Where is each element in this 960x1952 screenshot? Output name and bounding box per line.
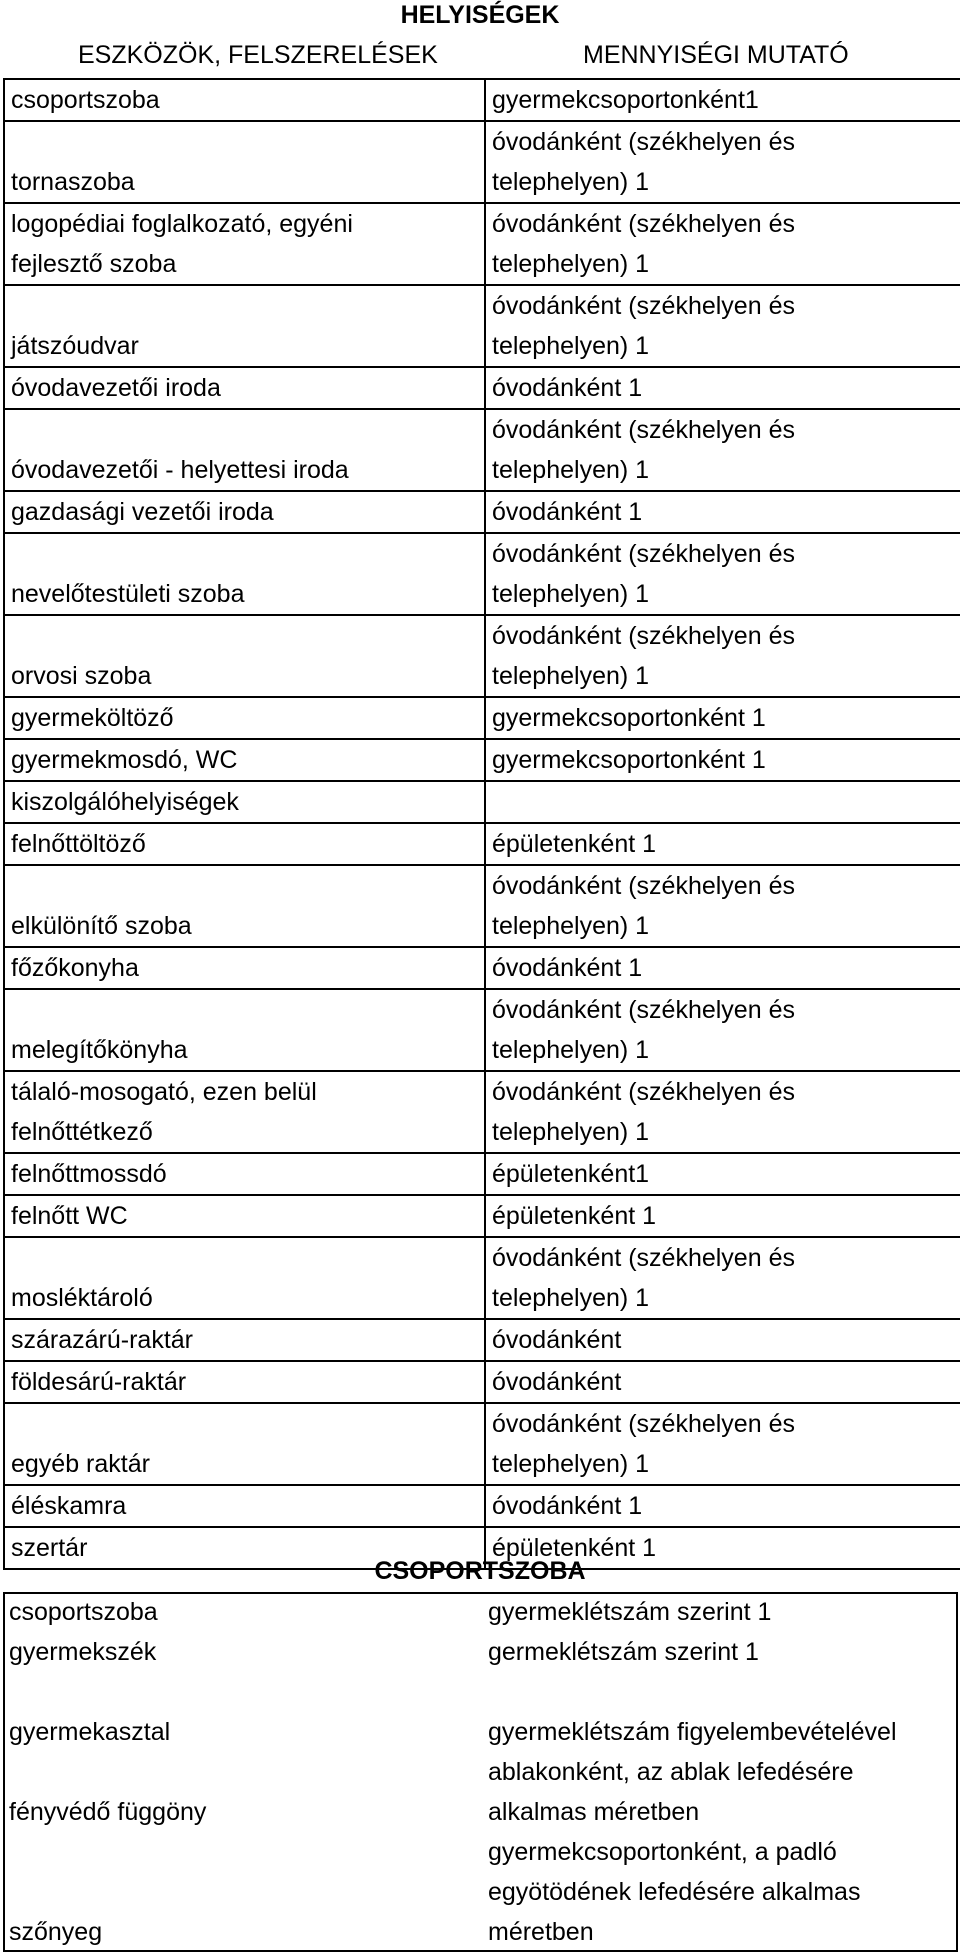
item-name: csoportszoba <box>4 79 485 121</box>
item-quantity: óvodánként 1 <box>485 367 960 409</box>
item-name: felnőttöltöző <box>4 823 485 865</box>
table-row <box>4 947 960 989</box>
table-row <box>4 823 960 865</box>
item-quantity: óvodánként 1 <box>485 491 960 533</box>
item-name: szárazárú-raktár <box>4 1319 485 1361</box>
item-quantity: épületenként1 <box>485 1153 960 1195</box>
table-row <box>4 1153 960 1195</box>
table-row <box>4 1071 960 1153</box>
item-name: tálaló-mosogató, ezen belül felnőttétkező <box>4 1071 485 1153</box>
item-quantity: óvodánként (székhelyen és telephelyen) 1 <box>485 1237 960 1319</box>
item-quantity: gyermekcsoportonként 1 <box>485 697 960 739</box>
item-quantity: gyermekcsoportonként1 <box>485 79 960 121</box>
item-quantity: óvodánként (székhelyen és telephelyen) 1 <box>485 121 960 203</box>
item-name: óvodavezetői iroda <box>4 367 485 409</box>
rooms-table-body <box>4 79 960 1569</box>
table-row <box>4 1195 960 1237</box>
table-row <box>3 1752 960 1832</box>
item-quantity: gyermekcsoportonként 1 <box>485 739 960 781</box>
item-quantity <box>485 781 960 823</box>
item-name: felnőttmossdó <box>4 1153 485 1195</box>
table-row <box>3 1592 960 1632</box>
table-row <box>4 1237 960 1319</box>
item-name: tornaszoba <box>4 121 485 203</box>
item-quantity: óvodánként (székhelyen és telephelyen) 1 <box>485 285 960 367</box>
table-row <box>4 1403 960 1485</box>
table-row <box>4 1361 960 1403</box>
item-name: gyermekmosdó, WC <box>4 739 485 781</box>
item-quantity: óvodánként <box>485 1319 960 1361</box>
group-room-title: CSOPORTSZOBA <box>374 1557 586 1585</box>
item-quantity: gyermeklétszám figyelembevételével <box>488 1718 897 1746</box>
item-name: egyéb raktár <box>4 1403 485 1485</box>
item-quantity: óvodánként <box>485 1361 960 1403</box>
table-row <box>4 989 960 1071</box>
table-row <box>4 739 960 781</box>
table-row <box>4 409 960 491</box>
group-room-table-body <box>3 1592 960 1952</box>
table-row <box>4 781 960 823</box>
item-quantity: épületenként 1 <box>485 823 960 865</box>
item-quantity: óvodánként 1 <box>485 1485 960 1527</box>
item-name: gyermekszék <box>9 1638 157 1666</box>
item-quantity: gyermekcsoportonként, a padló egyötödének lefedésére alkalmas méretben <box>488 1838 861 1946</box>
item-name: felnőtt WC <box>4 1195 485 1237</box>
item-quantity: óvodánként (székhelyen és telephelyen) 1 <box>485 865 960 947</box>
table-row <box>4 865 960 947</box>
item-name: gyermeköltöző <box>4 697 485 739</box>
item-quantity: óvodánként (székhelyen és telephelyen) 1 <box>485 615 960 697</box>
item-quantity: óvodánként (székhelyen és telephelyen) 1 <box>485 1071 960 1153</box>
table-row <box>4 533 960 615</box>
column-header-equipment: ESZKÖZÖK, FELSZERELÉSEK <box>78 41 438 69</box>
table-row <box>3 1672 960 1752</box>
item-quantity: épületenként 1 <box>485 1527 960 1569</box>
item-name: szertár <box>4 1527 485 1569</box>
table-row <box>4 367 960 409</box>
item-name: óvodavezetői - helyettesi iroda <box>4 409 485 491</box>
item-name: mosléktároló <box>4 1237 485 1319</box>
item-quantity: óvodánként 1 <box>485 947 960 989</box>
item-name: fényvédő függöny <box>9 1798 207 1826</box>
table-row <box>4 1319 960 1361</box>
item-name: gyermekasztal <box>9 1718 171 1746</box>
item-name: orvosi szoba <box>4 615 485 697</box>
table-row <box>4 1485 960 1527</box>
table-row <box>3 1632 960 1672</box>
item-quantity: óvodánként (székhelyen és telephelyen) 1 <box>485 203 960 285</box>
table-row <box>4 121 960 203</box>
table-row <box>4 285 960 367</box>
table-row <box>4 79 960 121</box>
item-name: melegítőkönyha <box>4 989 485 1071</box>
item-name: szőnyeg <box>9 1918 103 1946</box>
table-row <box>4 697 960 739</box>
rooms-table <box>3 78 960 1570</box>
item-quantity: épületenként 1 <box>485 1195 960 1237</box>
column-header-quantity: MENNYISÉGI MUTATÓ <box>583 41 849 69</box>
item-name: csoportszoba <box>9 1598 158 1626</box>
table-row <box>3 1832 960 1952</box>
item-quantity: ablakonként, az ablak lefedésére alkalmas méretben <box>488 1758 854 1826</box>
table-row <box>4 615 960 697</box>
group-room-table <box>3 1592 960 1952</box>
item-name: nevelőtestületi szoba <box>4 533 485 615</box>
rooms-title: HELYISÉGEK <box>400 1 560 29</box>
item-name: gazdasági vezetői iroda <box>4 491 485 533</box>
item-name: elkülönítő szoba <box>4 865 485 947</box>
item-name: logopédiai foglalkozató, egyéni fejlesztő szoba <box>4 203 485 285</box>
item-quantity: óvodánként (székhelyen és telephelyen) 1 <box>485 1403 960 1485</box>
item-quantity: óvodánként (székhelyen és telephelyen) 1 <box>485 409 960 491</box>
table-row <box>4 203 960 285</box>
item-quantity: gyermeklétszám szerint 1 <box>488 1598 772 1626</box>
item-name: éléskamra <box>4 1485 485 1527</box>
item-quantity: germeklétszám szerint 1 <box>488 1638 759 1666</box>
item-name: földesárú-raktár <box>4 1361 485 1403</box>
item-name: játszóudvar <box>4 285 485 367</box>
item-name: kiszolgálóhelyiségek <box>4 781 485 823</box>
item-quantity: óvodánként (székhelyen és telephelyen) 1 <box>485 989 960 1071</box>
item-quantity: óvodánként (székhelyen és telephelyen) 1 <box>485 533 960 615</box>
table-row <box>4 491 960 533</box>
item-name: főzőkonyha <box>4 947 485 989</box>
